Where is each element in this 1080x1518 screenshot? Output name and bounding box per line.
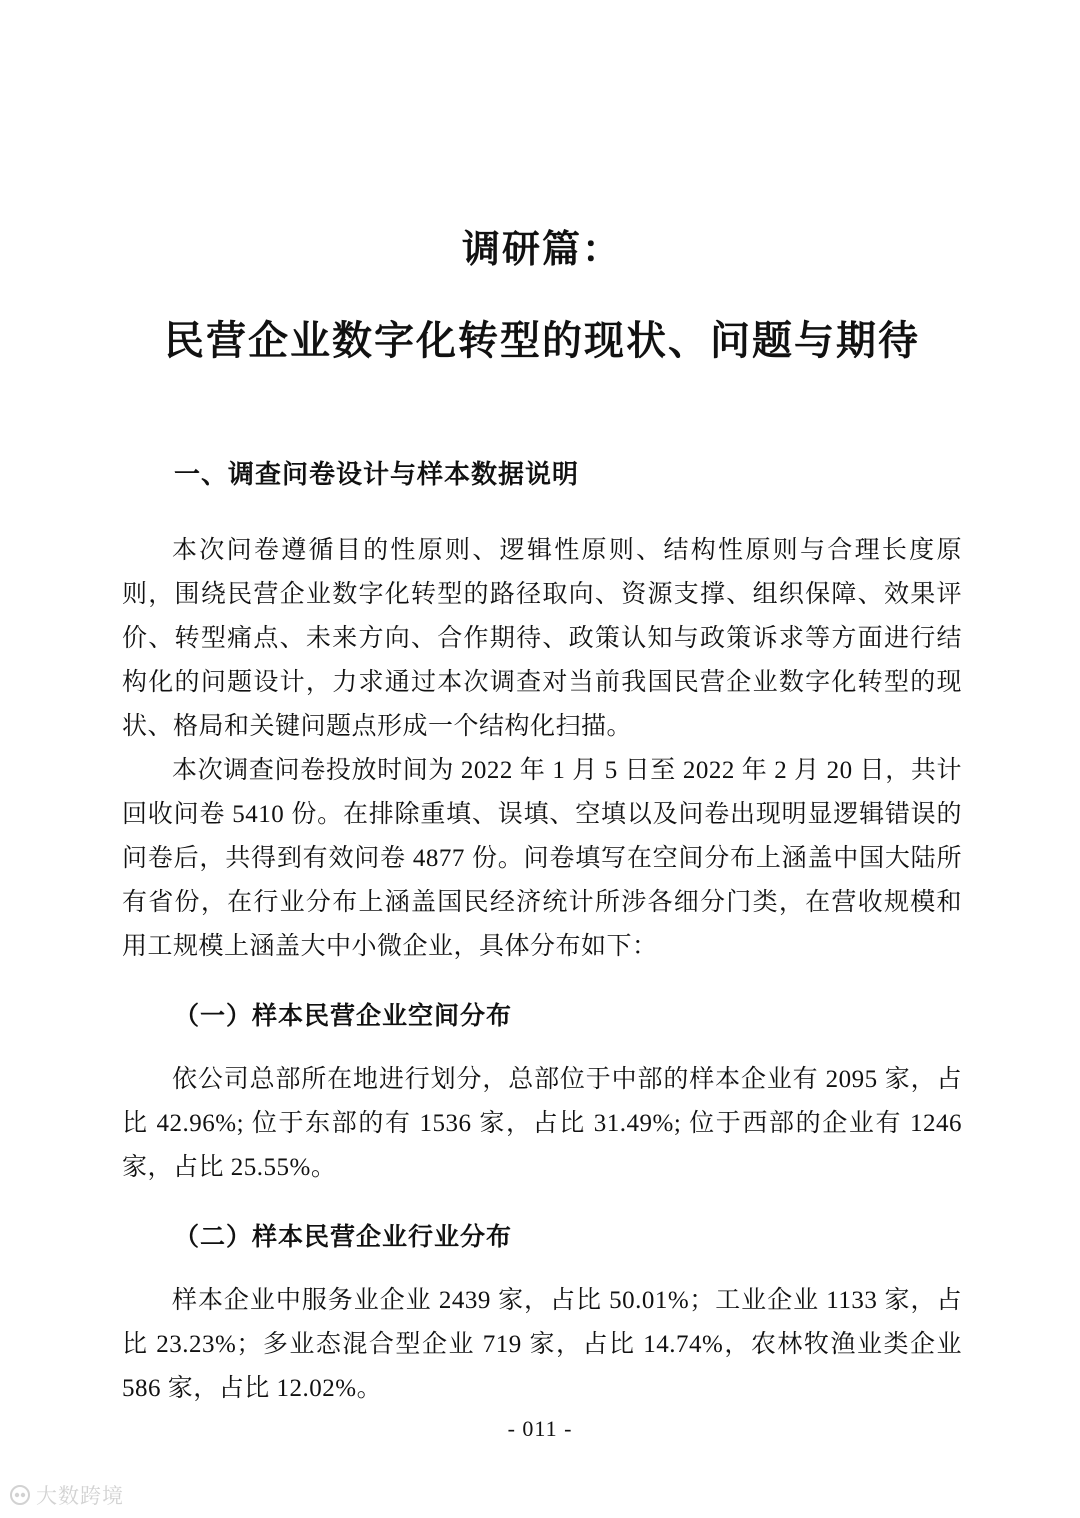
page-subtitle: 民营企业数字化转型的现状、问题与期待 (164, 317, 920, 363)
page-number: - 011 - (507, 1416, 573, 1441)
watermark-logo-icon (8, 1483, 32, 1507)
paragraph-spatial-distribution: 依公司总部所在地进行划分，总部位于中部的样本企业有 2095 家，占比 42.96%; 位于东部的有 1536 家，占比 31.49%; 位于西部的企业有 1246 家，占比 25.55%。 (122, 1066, 962, 1182)
subsection-heading-industry-distribution: （二）样本民营企业行业分布 (174, 1223, 513, 1252)
watermark-text: 大数跨境 (36, 1485, 124, 1508)
watermark (8, 1480, 124, 1510)
paragraph-industry-distribution: 样本企业中服务业企业 2439 家，占比 50.01%；工业企业 1133 家，占比 23.23%；多业态混合型企业 719 家，占比 14.74%，农林牧渔业类企业 586 家，占比 12.02%。 (122, 1287, 962, 1403)
subsection-heading-spatial-distribution: （一）样本民营企业空间分布 (174, 1002, 513, 1031)
paragraph-survey-collection: 本次调查问卷投放时间为 2022 年 1 月 5 日至 2022 年 2 月 20 日，共计回收问卷 5410 份。在排除重填、误填、空填以及问卷出现明显逻辑错误的问卷后，共得到有效问卷 4877 份。问卷填写在空间分布上涵盖中国大陆所有省份，在行业分布上涵盖国民经济统计所涉各细分门类，在营收规模和用工规模上涵盖大中小微企业，具体分布如下： (122, 757, 962, 961)
section-heading: 一、调查问卷设计与样本数据说明 (174, 458, 580, 489)
paragraph-survey-design: 本次问卷遵循目的性原则、逻辑性原则、结构性原则与合理长度原则，围绕民营企业数字化转型的路径取向、资源支撑、组织保障、效果评价、转型痛点、未来方向、合作期待、政策认知与政策诉求等方面进行结构化的问题设计，力求通过本次调查对当前我国民营企业数字化转型的现状、格局和关键问题点形成一个结构化扫描。 (122, 537, 962, 741)
page-title: 调研篇： (461, 229, 622, 271)
